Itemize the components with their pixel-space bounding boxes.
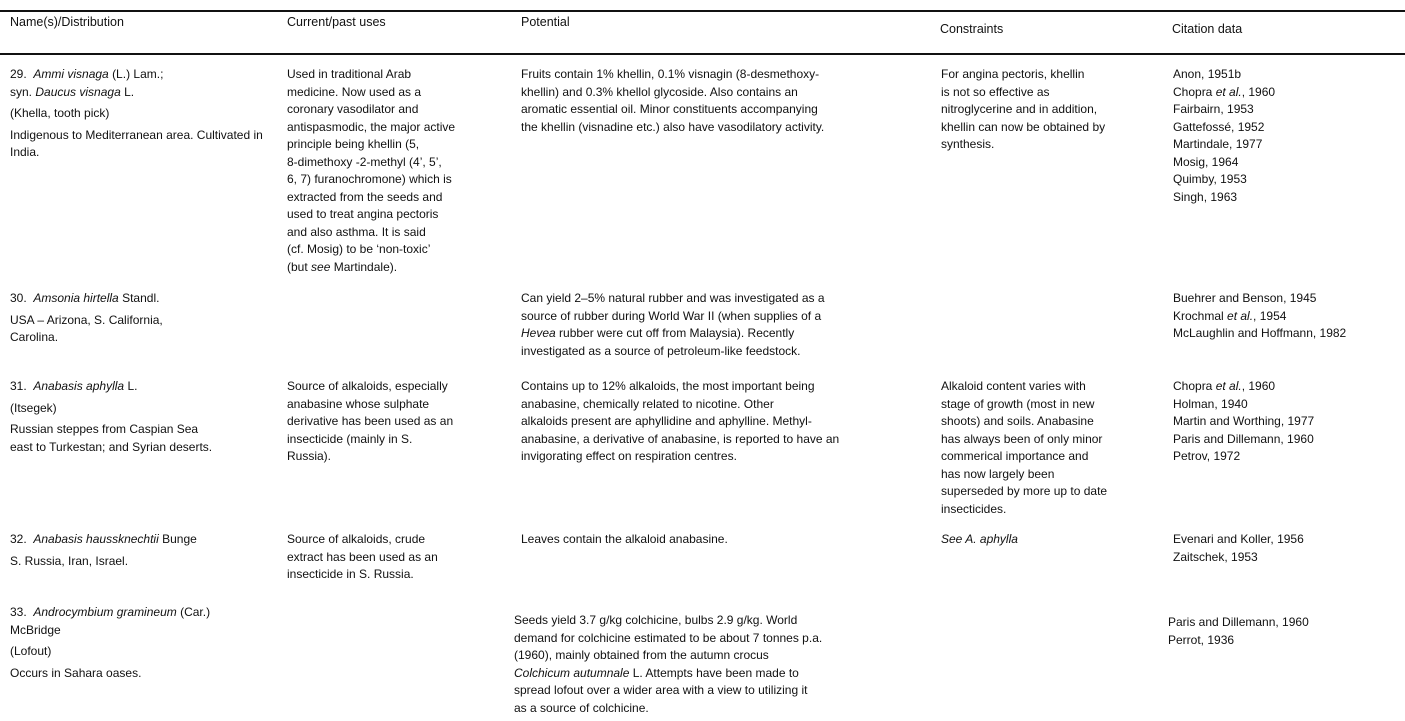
- constraints-line: shoots) and soils. Anabasine: [941, 414, 1094, 428]
- citation-cell: [1173, 66, 1403, 206]
- species-name: Anabasis aphylla: [33, 379, 125, 393]
- et-al: et al.: [1227, 308, 1254, 323]
- uses-line: used to treat angina pectoris: [287, 207, 439, 221]
- potential-cell: [521, 66, 931, 136]
- potential-line: Leaves contain the alkaloid anabasine.: [521, 532, 728, 546]
- potential-italic: Hevea: [521, 326, 556, 340]
- species-name: Androcymbium gramineum: [33, 605, 177, 619]
- citation: Zaitschek, 1953: [1173, 549, 1258, 564]
- uses-cell: [287, 378, 507, 466]
- potential-line: Fruits contain 1% khellin, 0.1% visnagin (8-desmethoxy-: [521, 67, 820, 81]
- uses-cell: [287, 66, 507, 276]
- name-cell: [10, 378, 280, 456]
- header-current-past-uses: Current/past uses: [287, 15, 386, 29]
- potential-cell: [521, 290, 931, 360]
- species-name: Anabasis haussknechtii: [33, 532, 159, 546]
- uses-line: insecticide in S. Russia.: [287, 567, 414, 581]
- constraints-line: commerical importance and: [941, 449, 1089, 463]
- citation: Mosig, 1964: [1173, 154, 1239, 169]
- uses-line: Russia).: [287, 449, 332, 463]
- citation: Gattefossé, 1952: [1173, 119, 1265, 134]
- entry-number: 31.: [10, 379, 27, 393]
- citation: McLaughlin and Hoffmann, 1982: [1173, 326, 1347, 340]
- potential-line: [514, 665, 924, 683]
- uses-italic: see: [311, 259, 331, 274]
- header-constraints: Constraints: [940, 22, 1004, 36]
- synonym-name: Daucus visnaga: [35, 84, 121, 99]
- name-cell: [10, 531, 280, 574]
- citation: Quimby, 1953: [1173, 172, 1247, 186]
- citation: Holman, 1940: [1173, 396, 1248, 411]
- et-al: et al.: [1215, 379, 1242, 393]
- potential-line: khellin) and 0.3% khellol glycoside. Also contains an: [521, 84, 798, 99]
- uses-line: extracted from the seeds and: [287, 189, 443, 204]
- citation: Buehrer and Benson, 1945: [1173, 291, 1317, 305]
- potential-line: Contains up to 12% alkaloids, the most important being: [521, 379, 815, 393]
- uses-line: (cf. Mosig) to be ‘non-toxic’: [287, 242, 431, 256]
- species-name: Amsonia hirtella: [33, 291, 119, 305]
- synonym-prefix: syn.: [10, 84, 33, 99]
- constraints-line: superseded by more up to date: [941, 484, 1108, 498]
- constraints-line: nitroglycerine and in addition,: [941, 102, 1098, 116]
- uses-line: derivative has been used as an: [287, 414, 454, 428]
- citation: Krochmal et al., 1954: [1173, 308, 1287, 323]
- uses-line: 6, 7) furanochromone) which is: [287, 172, 452, 186]
- citation: Fairbairn, 1953: [1173, 102, 1254, 116]
- potential-line: investigated as a source of petroleum-like feedstock.: [521, 343, 801, 358]
- common-name: (Itsegek): [10, 400, 57, 415]
- name-line: [10, 378, 280, 396]
- citation: Martindale, 1977: [1173, 137, 1263, 151]
- table-top-rule: [0, 10, 1405, 12]
- potential-line: [521, 325, 931, 343]
- authority: Bunge: [162, 532, 197, 546]
- uses-text: (but: [287, 259, 312, 274]
- et-al: et al.: [1215, 84, 1242, 99]
- potential-line: as a source of colchicine.: [514, 700, 649, 715]
- constraints-line: stage of growth (most in new: [941, 396, 1095, 411]
- uses-line: anabasine whose sulphate: [287, 396, 430, 411]
- constraints-line: insecticides.: [941, 501, 1007, 516]
- constraints-cell: [941, 66, 1166, 154]
- name-line: [10, 531, 280, 549]
- potential-cell: [521, 531, 931, 549]
- header-name-distribution: Name(s)/Distribution: [10, 15, 124, 29]
- constraints-line: synthesis.: [941, 137, 995, 151]
- citation-cell: [1173, 290, 1403, 343]
- authority: (L.) Lam.;: [112, 67, 164, 81]
- citation: Chopra et al., 1960: [1173, 84, 1276, 99]
- potential-text: L. Attempts have been made to: [629, 665, 799, 680]
- species-name: Ammi visnaga: [33, 67, 109, 81]
- potential-line: the khellin (visnadine etc.) also have vasodilatory activity.: [521, 119, 825, 134]
- potential-line: anabasine, chemically related to nicotine. Other: [521, 396, 774, 411]
- constraints-line: is not so effective as: [941, 84, 1050, 99]
- potential-line: source of rubber during World War II (when supplies of a: [521, 308, 822, 323]
- distribution: east to Turkestan; and Syrian deserts.: [10, 439, 213, 454]
- constraints-cell: [941, 378, 1166, 518]
- uses-line: Used in traditional Arab: [287, 67, 412, 81]
- authority-continued: McBridge: [10, 622, 61, 637]
- uses-line: antispasmodic, the major active: [287, 119, 456, 134]
- citation-cell: [1168, 614, 1403, 649]
- potential-cell: [521, 378, 931, 466]
- distribution: Occurs in Sahara oases.: [10, 665, 142, 680]
- constraints-line: Alkaloid content varies with: [941, 379, 1086, 393]
- potential-text: rubber were cut off from Malaysia). Recently: [555, 326, 795, 340]
- potential-line: alkaloids present are aphyllidine and aphylline. Methyl-: [521, 414, 812, 428]
- entry-number: 32.: [10, 532, 27, 546]
- uses-cell: [287, 531, 507, 584]
- potential-line: anabasine, a derivative of anabasine, is reported to have an: [521, 431, 840, 446]
- common-name: (Lofout): [10, 644, 52, 658]
- potential-line: Can yield 2–5% natural rubber and was investigated as a: [521, 291, 825, 305]
- authority: (Car.): [180, 605, 211, 619]
- uses-line: [287, 259, 507, 277]
- constraints-line: See A. aphylla: [941, 532, 1018, 546]
- potential-line: Seeds yield 3.7 g/kg colchicine, bulbs 2.9 g/kg. World: [514, 613, 798, 627]
- citation: Paris and Dillemann, 1960: [1173, 431, 1314, 446]
- constraints-line: has always been of only minor: [941, 431, 1103, 446]
- citation: Evenari and Koller, 1956: [1173, 532, 1304, 546]
- entry-number: 30.: [10, 291, 27, 305]
- uses-line: Source of alkaloids, especially: [287, 379, 448, 393]
- entry-number: 33.: [10, 605, 27, 619]
- name-line: [10, 604, 280, 622]
- synonym-authority: L.: [124, 84, 135, 99]
- name-cell: [10, 66, 280, 166]
- distribution: S. Russia, Iran, Israel.: [10, 553, 129, 568]
- distribution: Russian steppes from Caspian Sea: [10, 422, 199, 436]
- citation: Martin and Worthing, 1977: [1173, 414, 1315, 428]
- distribution: Carolina.: [10, 330, 59, 344]
- uses-line: principle being khellin (5,: [287, 137, 420, 151]
- potential-line: spread lofout over a wider area with a view to utilizing it: [514, 683, 808, 697]
- uses-line: insecticide (mainly in S.: [287, 431, 413, 446]
- constraints-line: has now largely been: [941, 466, 1055, 481]
- header-citation-data: Citation data: [1172, 22, 1243, 36]
- citation: Paris and Dillemann, 1960: [1168, 615, 1309, 629]
- uses-line: and also asthma. It is said: [287, 224, 426, 239]
- citation: Singh, 1963: [1173, 189, 1238, 204]
- potential-line: aromatic essential oil. Minor constituents accompanying: [521, 102, 818, 116]
- citation-cell: [1173, 378, 1403, 466]
- potential-italic: Colchicum autumnale: [514, 665, 630, 680]
- distribution: USA – Arizona, S. California,: [10, 312, 163, 327]
- uses-line: coronary vasodilator and: [287, 102, 419, 116]
- name-cell: [10, 604, 280, 686]
- constraints-cell: [941, 531, 1166, 549]
- common-name: (Khella, tooth pick): [10, 106, 110, 120]
- potential-line: (1960), mainly obtained from the autumn crocus: [514, 648, 769, 662]
- name-cell: [10, 290, 280, 347]
- entry-number: 29.: [10, 67, 27, 81]
- constraints-line: khellin can now be obtained by: [941, 119, 1106, 134]
- citation-cell: [1173, 531, 1403, 566]
- uses-line: extract has been used as an: [287, 549, 438, 564]
- distribution: Indigenous to Mediterranean area. Cultivated in India.: [10, 127, 263, 159]
- header-potential: Potential: [521, 15, 570, 29]
- citation: Perrot, 1936: [1168, 632, 1235, 647]
- uses-line: 8-dimethoxy -2-methyl (4’, 5’,: [287, 154, 442, 169]
- uses-text: Martindale).: [330, 259, 398, 274]
- uses-line: medicine. Now used as a: [287, 84, 422, 99]
- potential-line: demand for colchicine estimated to be about 7 tonnes p.a.: [514, 630, 823, 645]
- citation: Petrov, 1972: [1173, 449, 1241, 463]
- header-bottom-rule: [0, 53, 1405, 55]
- citation: Chopra et al., 1960: [1173, 379, 1276, 393]
- potential-line: invigorating effect on respiration centres.: [521, 449, 737, 463]
- authority: L.: [127, 379, 138, 393]
- potential-cell: [514, 612, 924, 717]
- name-line: [10, 290, 280, 308]
- constraints-line: For angina pectoris, khellin: [941, 67, 1085, 81]
- citation: Anon, 1951b: [1173, 67, 1242, 81]
- uses-line: Source of alkaloids, crude: [287, 532, 426, 546]
- authority: Standl.: [122, 291, 160, 305]
